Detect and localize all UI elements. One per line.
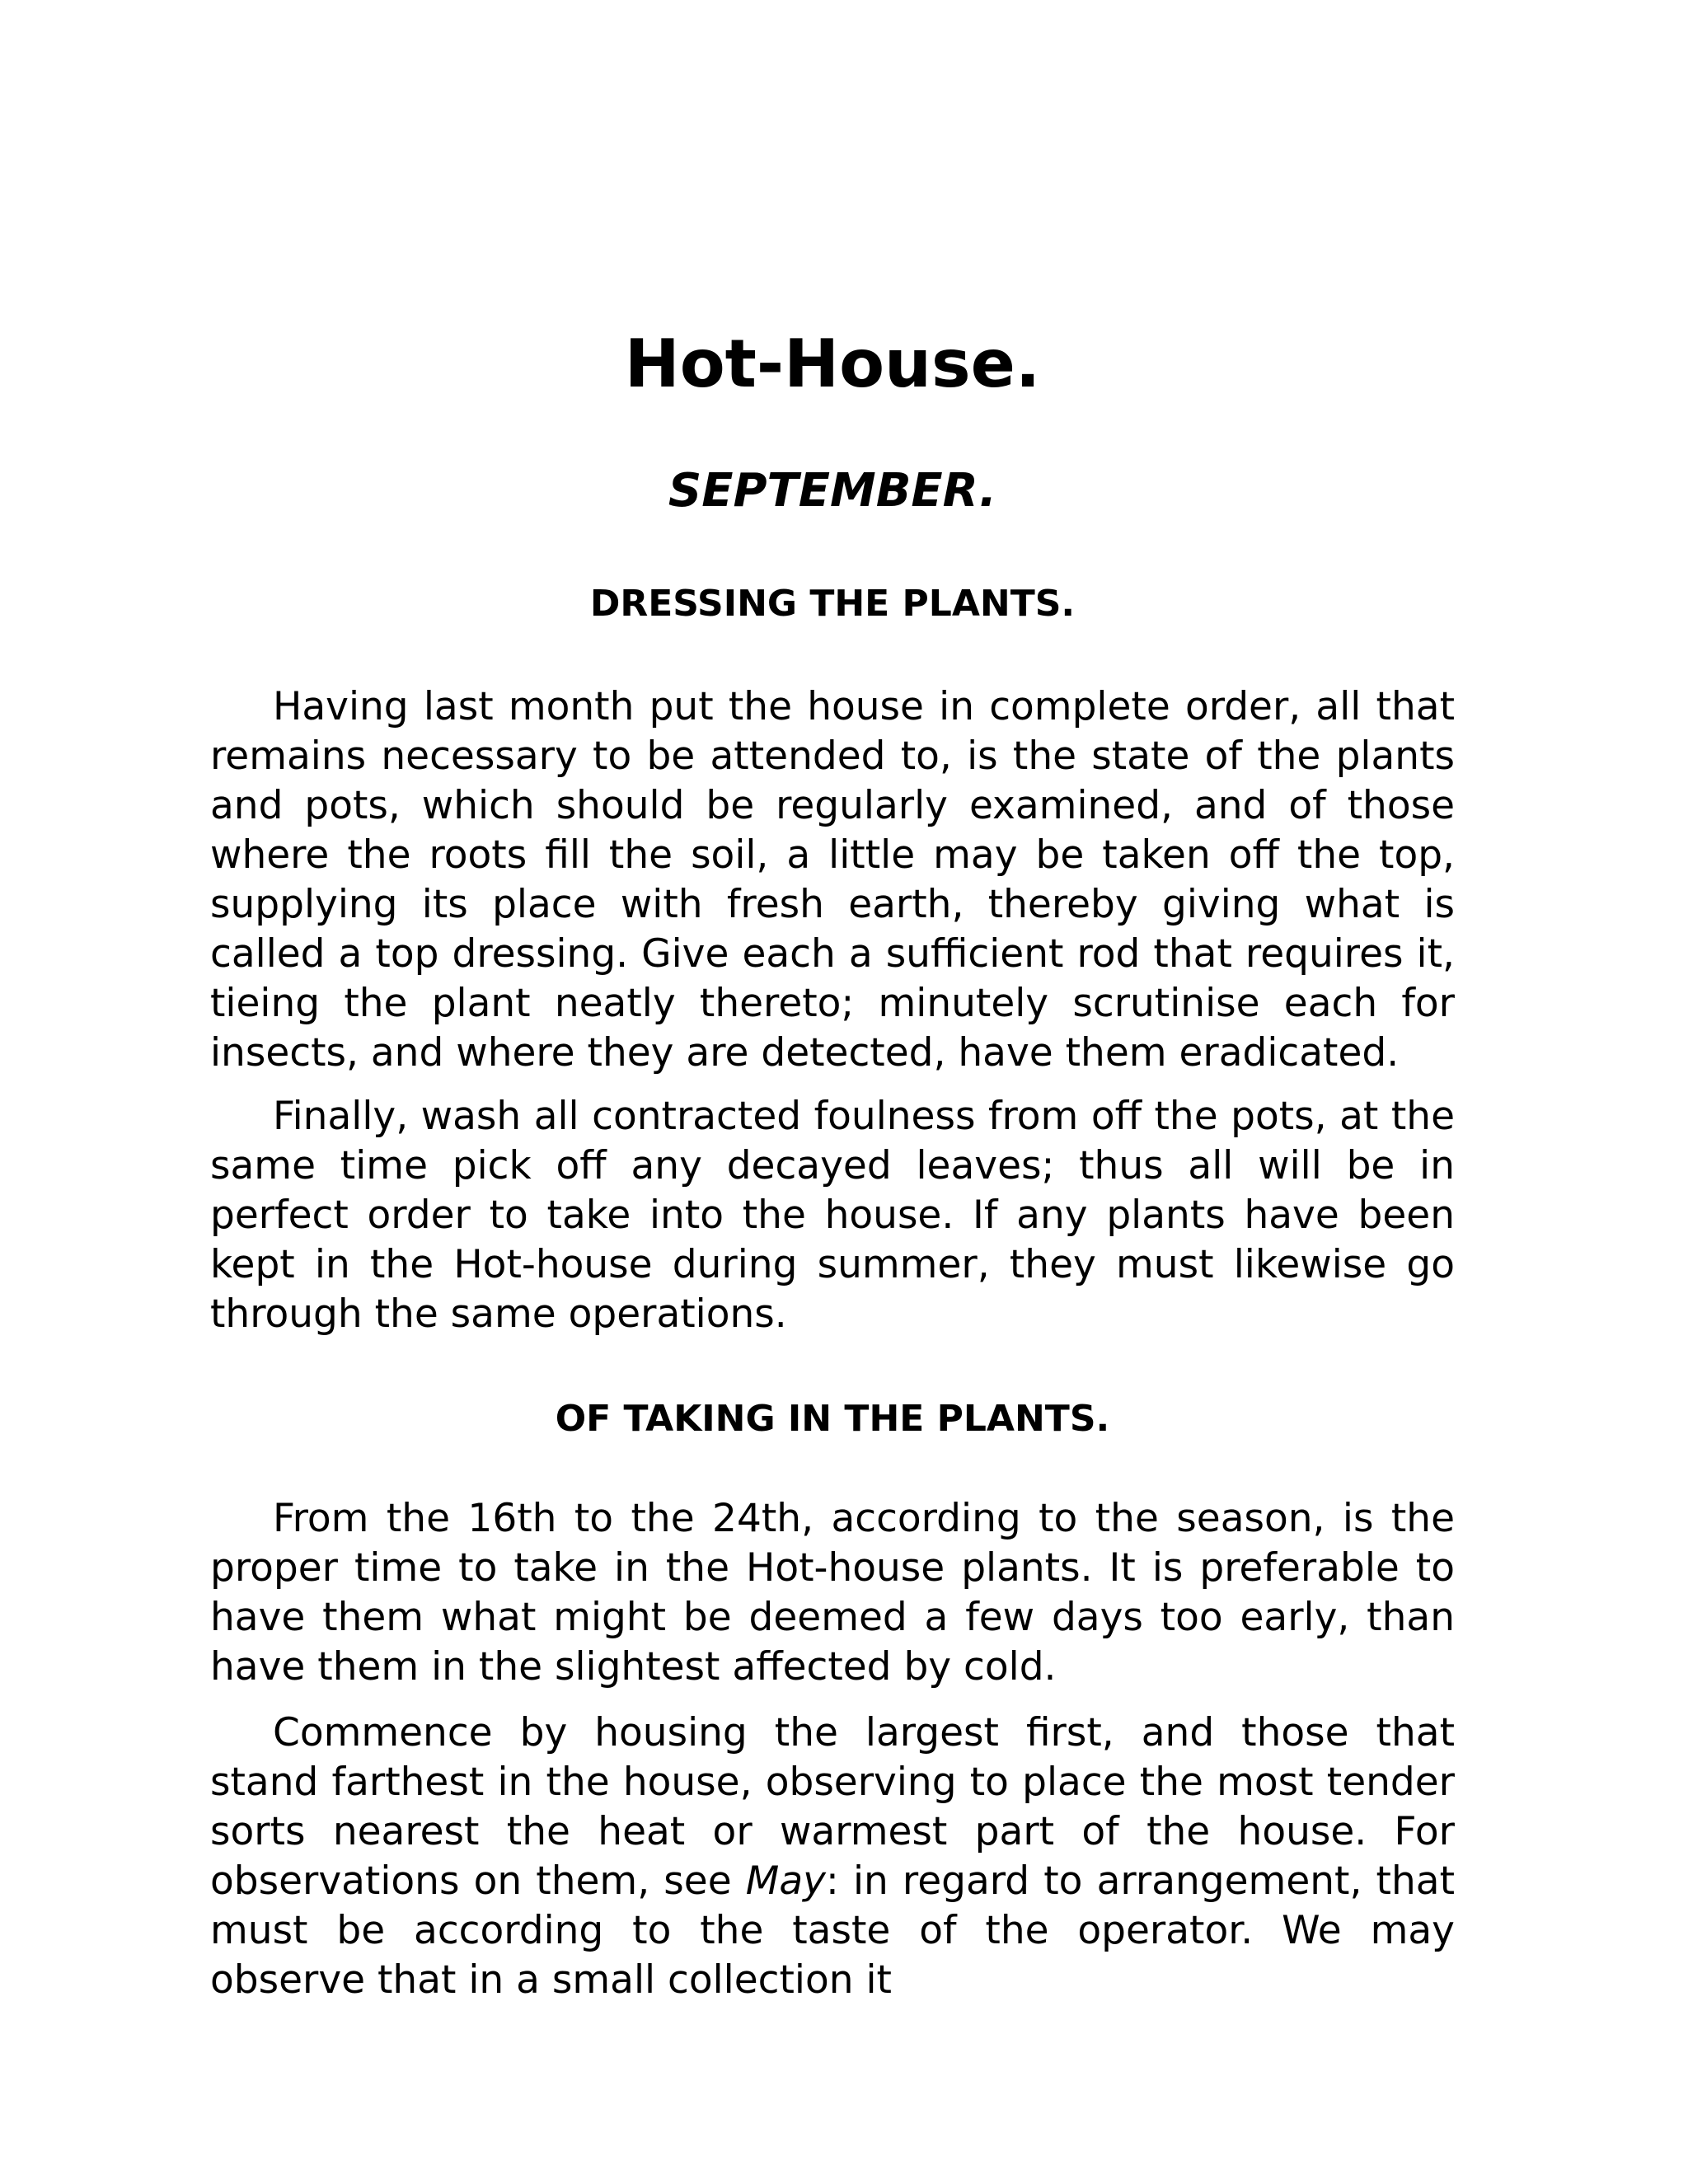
paragraph-text: Commence by housing the largest first, and those that stand farthest in the house, observing to place the most tender sorts nearest the heat or warmest part of the house. For observations on them, see — [210, 1710, 1455, 1904]
page-title: Hot-House. — [624, 326, 1041, 402]
paragraph: From the 16th to the 24th, according to the season, is the proper time to take in the Hot-house plants. It is preferable to have them what might be deemed a few days too early, than have them in the slightest affected by cold. — [210, 1496, 1455, 1690]
section-heading-taking-in: OF TAKING IN THE PLANTS. — [555, 1398, 1110, 1440]
paragraph — [210, 1708, 1455, 2005]
italic-reference: May — [745, 1858, 826, 1904]
month-heading: SEPTEMBER. — [668, 464, 997, 518]
paragraph-text: : in regard to arrangement, that must be according to the taste of the operator. We may observe that in a small collection it — [210, 1858, 1456, 2003]
paragraph: Having last month put the house in complete order, all that remains necessary to be attended to, is the state of the plants and pots, which should be regularly examined, and of those where the roots fill the soil, a little may be taken off the top, supplying its place with fresh earth, thereby giving what is called a top dressing. Give each a sufficient rod that requires it, tieing the plant neatly thereto; minutely scrutinise each for insects, and where they are detected, have them eradicated. — [210, 684, 1455, 1076]
section-heading-dressing: DRESSING THE PLANTS. — [589, 583, 1076, 625]
paragraph: Finally, wash all contracted foulness from off the pots, at the same time pick off any decayed leaves; thus all will be in perfect order to take into the house. If any plants have been kept in the Hot-house during summer, they must likewise go through the same operations. — [210, 1094, 1455, 1337]
